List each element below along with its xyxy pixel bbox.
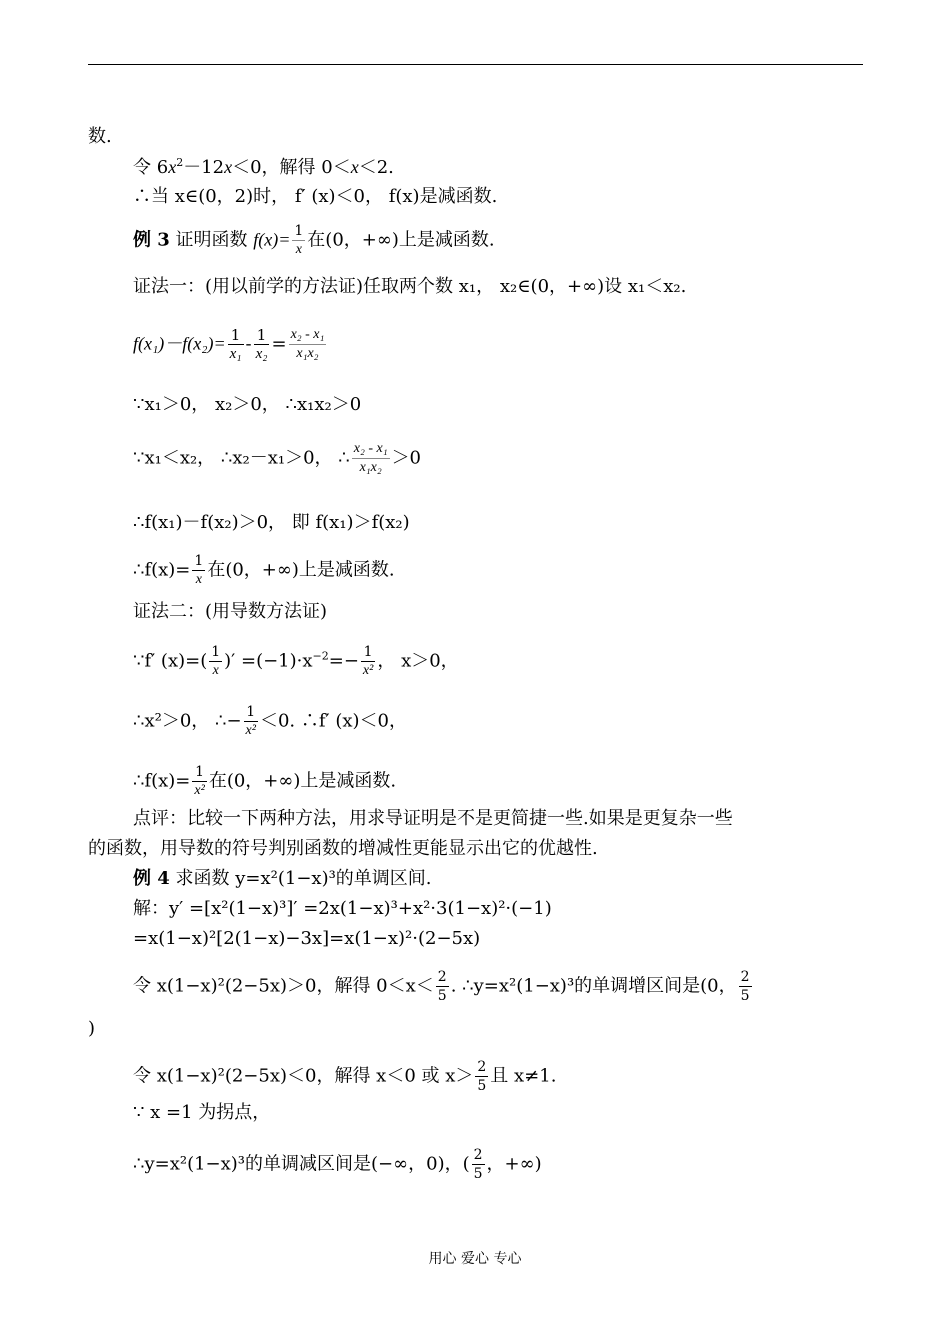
proof-2-intro: 证法二：(用导数方法证) bbox=[133, 601, 328, 622]
solution-line-1: 解：y′ =[x²(1−x)³]′ =2x(1−x)³+x²·3(1−x)²·(−1) bbox=[133, 898, 552, 919]
increasing-interval: 令 x(1−x)²(2−5x)＞0，解得 0＜x＜ $\frac{2}{5}$ . ∴y=x²(1−x)³的单调增区间是(0， $\frac{2}{5}$ bbox=[133, 969, 750, 1004]
fraction: $\frac{1}{x}$ bbox=[294, 223, 304, 257]
fraction: $\frac{2}{5}$ bbox=[740, 969, 750, 1004]
line-continuation: 数. bbox=[88, 126, 112, 147]
increasing-interval-close: ) bbox=[88, 1018, 96, 1039]
line-inequality: 令 $6x^2-12x<0$，解得 0＜x＜2. bbox=[133, 156, 394, 178]
proof-1-step-compare: ∴f(x₁)－f(x₂)＞0， 即 f(x₁)＞f(x₂) bbox=[133, 512, 410, 533]
header-rule bbox=[88, 64, 863, 65]
fraction: $\frac{1}{\text{x²}}$ bbox=[362, 644, 374, 678]
proof-1-step-positive: ∵x₁＞0， x₂＞0， ∴x₁x₂＞0 bbox=[133, 394, 362, 415]
page-footer: 用心 爱心 专心 bbox=[428, 1251, 522, 1267]
proof-1-intro: 证法一：(用以前学的方法证)任取两个数 x₁， x₂∈(0，+∞)设 x₁＜x₂. bbox=[133, 276, 687, 297]
fraction: $\frac{\text{x₂ - x₁}}{\text{x₁x₂}}$ bbox=[353, 441, 388, 475]
proof-2-sign: ∴x²＞0， ∴− $\frac{1}{\text{x²}}$ ＜0. ∴f′ (x)＜0， bbox=[133, 704, 407, 738]
fraction: $\frac{1}{\text{x²}}$ bbox=[194, 764, 205, 798]
decreasing-interval: ∴y=x²(1−x)³的单调减区间是(−∞，0)，( $\frac{2}{5}$ ，+∞) bbox=[133, 1147, 542, 1182]
fraction: $\frac{1}{\text{x₁}}$ bbox=[229, 326, 242, 362]
proof-1-conclusion: ∴f(x)= $\frac{1}{x}$ 在(0，+∞)上是减函数. bbox=[133, 553, 395, 587]
comment-line-2: 的函数，用导数的符号判别函数的增减性更能显示出它的优越性. bbox=[88, 838, 598, 859]
decreasing-condition: 令 x(1−x)²(2−5x)＜0，解得 x＜0 或 x＞ $\frac{2}{5}$ 且 x≠1. bbox=[133, 1059, 557, 1094]
proof-2-conclusion: ∴f(x)= $\frac{1}{\text{x²}}$ 在(0，+∞)上是减函数. bbox=[133, 764, 397, 798]
inflection-note: ∵ x =1 为拐点， bbox=[133, 1102, 271, 1123]
line-conclusion: ∴当 x∈(0，2)时， f′ (x)＜0， f(x)是减函数. bbox=[133, 186, 498, 207]
fraction: $\frac{2}{5}$ bbox=[473, 1147, 483, 1182]
fraction: $\frac{\text{x₂ - x₁}}{\text{x₁x₂}}$ bbox=[290, 327, 325, 361]
fraction: $\frac{1}{\text{x²}}$ bbox=[245, 704, 256, 738]
fraction: $\frac{2}{5}$ bbox=[437, 969, 447, 1004]
example-3-heading: 例 3 证明函数 f(x)= $\frac{1}{x}$ 在(0，+∞)上是减函数. bbox=[133, 223, 495, 257]
proof-2-derivative: ∵f′ (x)=( $\frac{1}{x}$ )′ $=(-1)\cdot x^{-2}=-$ $\frac{1}{\text{x²}}$ ， x＞0， bbox=[133, 644, 459, 678]
fraction: $\frac{1}{x}$ bbox=[194, 553, 204, 587]
fraction: $\frac{1}{\text{x₂}}$ bbox=[255, 326, 268, 362]
fraction: $\frac{1}{x}$ bbox=[211, 644, 221, 678]
proof-1-difference: f(x₁)－f(x₂)= $\frac{1}{\text{x₁}}$ - $\frac{1}{\text{x₂}}$ = $\frac{\text{x₂ - x₁}}{\text{x₁x₂}}$ bbox=[133, 326, 325, 362]
proof-1-step-fraction: ∵x₁＜x₂， ∴x₂－x₁＞0， ∴ $\frac{\text{x₂ - x₁}}{\text{x₁x₂}}$ ＞0 bbox=[133, 441, 422, 475]
fraction: $\frac{2}{5}$ bbox=[477, 1059, 487, 1094]
solution-line-2: =x(1−x)²[2(1−x)−3x]=x(1−x)²·(2−5x) bbox=[133, 928, 481, 949]
comment-line-1: 点评：比较一下两种方法，用求导证明是不是更简捷一些.如果是更复杂一些 bbox=[133, 808, 733, 829]
example-4-heading: 例 4 求函数 y=x²(1−x)³的单调区间. bbox=[133, 868, 432, 889]
